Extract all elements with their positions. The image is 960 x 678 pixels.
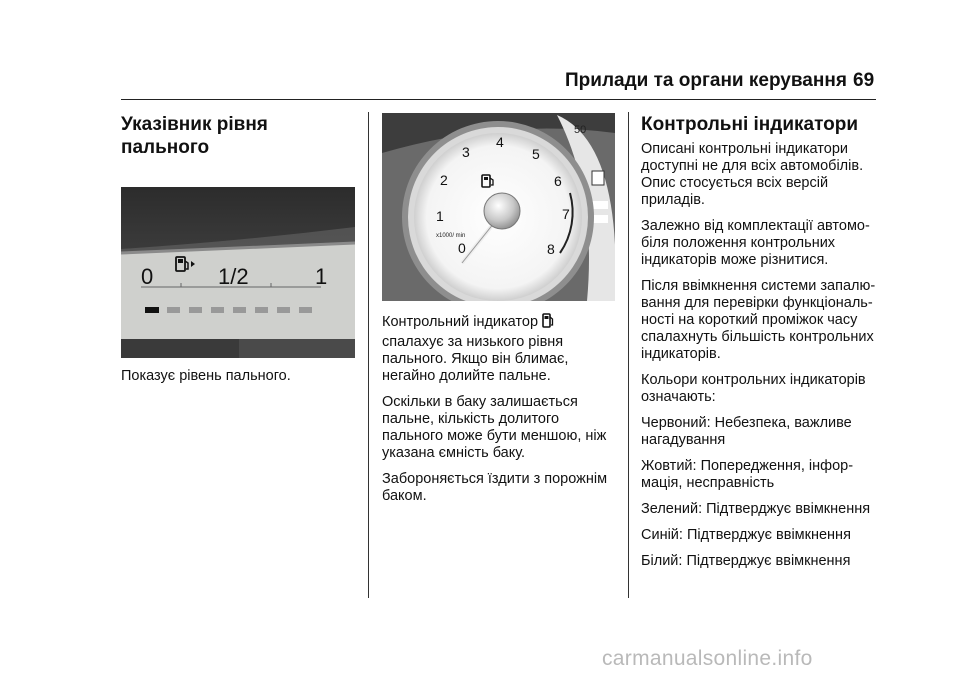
column-divider-2 bbox=[628, 112, 629, 598]
color-red-meaning: Червоний: Небезпека, важливе нагадування bbox=[641, 415, 852, 448]
tach-tick-3: 3 bbox=[462, 144, 470, 160]
color-green-meaning: Зелений: Підтверджує ввімкнення bbox=[641, 501, 871, 517]
color-white-meaning: Білий: Підтверджує ввімкнення bbox=[641, 553, 851, 569]
gauge-label-empty: 0 bbox=[141, 264, 154, 289]
tach-tick-5: 5 bbox=[532, 146, 540, 162]
instrument-cluster-drawing bbox=[382, 113, 615, 301]
section-title-indicators: Контрольні індикатори bbox=[641, 114, 859, 135]
fuel-gauge-caption: Показує рівень пального. bbox=[121, 368, 291, 384]
column-divider-1 bbox=[368, 112, 369, 598]
indicators-paragraph-3: Після ввімкнення системи запалю- вання для перевірки функціональ- ності на короткий проміжок часу спалахнуть більшість контрольних індикаторів. bbox=[641, 278, 876, 362]
tach-tick-2: 2 bbox=[440, 172, 448, 188]
low-fuel-text: спалахує за низького рівня пального. Якщо він блимає, негайно долийте пальне. bbox=[382, 334, 569, 384]
gauge-label-full: 1 bbox=[315, 264, 328, 289]
fuel-gauge-illustration bbox=[121, 187, 355, 358]
tach-tick-1: 1 bbox=[436, 208, 444, 224]
refuel-amount-paragraph: Оскільки в баку залишається пальне, кількість долитого пального може бути меншою, ніж указана ємність баку. bbox=[382, 394, 607, 461]
section-title-fuel-gauge: Указівник рівня пального bbox=[121, 114, 268, 158]
tach-tick-0: 0 bbox=[458, 240, 466, 256]
instrument-cluster-illustration bbox=[382, 113, 615, 301]
fuel-pump-icon bbox=[542, 313, 554, 334]
indicators-paragraph-2: Залежно від комплектації автомо- біля положення контрольних індикаторів може різнитися. bbox=[641, 218, 870, 268]
tach-unit-label: x1000/ min bbox=[436, 233, 466, 239]
header-rule bbox=[121, 99, 876, 100]
color-yellow-meaning: Жовтий: Попередження, інфор- мація, несправність bbox=[641, 458, 854, 491]
indicators-paragraph-1: Описані контрольні індикатори доступні не для всіх автомобілів. Опис стосується всіх версій приладів. bbox=[641, 141, 864, 208]
tach-tick-6: 6 bbox=[554, 173, 562, 189]
tach-tick-8: 8 bbox=[547, 241, 555, 257]
watermark: carmanualsonline.info bbox=[602, 647, 813, 670]
running-header: Прилади та органи керування bbox=[565, 70, 847, 91]
fuel-gauge-drawing bbox=[121, 187, 355, 358]
indicators-paragraph-4: Кольори контрольних індикаторів означають: bbox=[641, 372, 866, 405]
tach-tick-4: 4 bbox=[496, 134, 504, 150]
empty-tank-warning: Забороняється їздити з порожнім баком. bbox=[382, 471, 608, 504]
gauge-label-half: 1/2 bbox=[218, 264, 249, 289]
color-blue-meaning: Синій: Підтверджує ввімкнення bbox=[641, 527, 851, 543]
tach-tick-7: 7 bbox=[562, 206, 570, 222]
low-fuel-prefix: Контрольний індикатор bbox=[382, 314, 543, 330]
low-fuel-paragraph bbox=[382, 313, 622, 385]
page-number: 69 bbox=[853, 70, 875, 91]
speedometer-partial-label: 50 bbox=[574, 124, 587, 136]
